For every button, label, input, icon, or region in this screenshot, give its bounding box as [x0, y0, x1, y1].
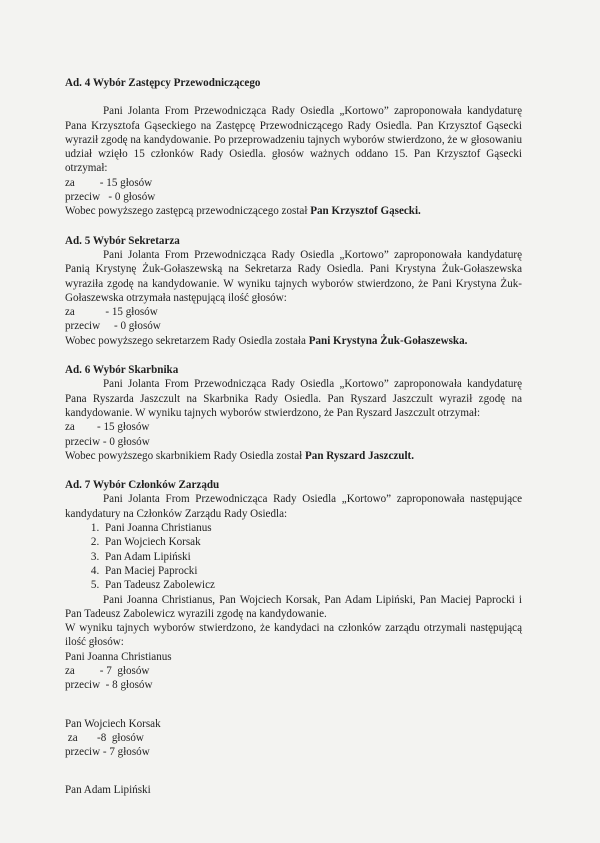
- vote-przeciw: przeciw - 0 głosów: [65, 320, 161, 333]
- section-heading: Ad. 7 Wybór Członków Zarządu: [65, 479, 220, 492]
- section-ad-6: [65, 363, 522, 463]
- candidate-name: Pan Adam Lipiński: [65, 784, 151, 797]
- section-paragraph: Pani Jolanta From Przewodnicząca Rady Osiedla „Kortowo” zaproponowała następujące kandydatury na Członków Zarządu Rady Osiedla:: [65, 493, 522, 520]
- vote-przeciw: przeciw - 8 głosów: [65, 679, 153, 692]
- section-paragraph: Pani Jolanta From Przewodnicząca Rady Osiedla „Kortowo” zaproponowała kandydaturę Panią Krystynę Żuk-Gołaszewską na Sekretarza Rady Osiedla. Pani Krystyna Żuk-Gołaszewska wyraziła zgodę na kandydowanie. W wyniku tajnych wyborów stwierdzono, że Pani Krystyna Żuk-Gołaszewska otrzymała następującą ilość głosów:: [65, 248, 522, 304]
- vote-za: za - 15 głosów: [65, 306, 158, 319]
- vote-przeciw: przeciw - 0 głosów: [65, 191, 156, 204]
- list-item: 2. Pan Wojciech Korsak: [102, 535, 522, 549]
- candidate-list: [65, 521, 522, 592]
- elected-name: Pani Krystyna Żuk-Gołaszewska.: [308, 334, 468, 347]
- section-heading: Ad. 5 Wybór Sekretarza: [65, 234, 180, 247]
- result-prefix: Wobec powyższego zastępcą przewodniczącego został: [65, 205, 311, 218]
- list-item: 4. Pan Maciej Paprocki: [102, 564, 522, 578]
- results-intro: W wyniku tajnych wyborów stwierdzono, że kandydaci na członków zarządu otrzymali następującą ilość głosów:: [65, 622, 522, 649]
- list-item: 5. Pan Tadeusz Zabolewicz: [102, 578, 522, 592]
- result-prefix: Wobec powyższego skarbnikiem Rady Osiedla został: [65, 449, 306, 462]
- section-ad-4: [65, 76, 522, 219]
- vote-przeciw: przeciw - 7 głosów: [65, 746, 150, 759]
- candidate-name: Pan Wojciech Korsak: [65, 717, 161, 730]
- elected-name: Pan Ryszard Jaszczult.: [305, 449, 415, 462]
- section-ad-5: [65, 234, 522, 348]
- list-item: 3. Pan Adam Lipiński: [102, 550, 522, 564]
- elected-name: Pan Krzysztof Gąsecki.: [310, 205, 421, 218]
- section-heading: Ad. 4 Wybór Zastępcy Przewodniczącego: [65, 77, 261, 89]
- result-line: [65, 204, 522, 218]
- vote-przeciw: przeciw - 0 głosów: [65, 435, 150, 448]
- consent-paragraph: Pani Joanna Christianus, Pan Wojciech Korsak, Pan Adam Lipiński, Pan Maciej Paprocki i Pan Tadeusz Zabolewicz wyrazili zgodę na kandydowanie.: [65, 593, 522, 620]
- vote-za: za - 7 głosów: [65, 664, 150, 677]
- list-item: 1. Pani Joanna Christianus: [102, 521, 522, 535]
- vote-za: za - 15 głosów: [65, 176, 153, 189]
- section-ad-7: [65, 478, 522, 798]
- result-prefix: Wobec powyższego sekretarzem Rady Osiedla została: [65, 334, 309, 347]
- vote-za: za - 15 głosów: [65, 421, 150, 434]
- vote-za: za -8 głosów: [65, 731, 144, 744]
- candidate-name: Pani Joanna Christianus: [65, 650, 172, 663]
- section-paragraph: Pani Jolanta From Przewodnicząca Rady Osiedla „Kortowo” zaproponowała kandydaturę Pana Krzysztofa Gąseckiego na Zastępcę Przewodniczącego Rady Osiedla. Pan Krzysztof Gąsecki wyraził zgodę na kandydowanie. Po przeprowadzeniu tajnych wyborów stwierdzono, że w głosowaniu udział wzięło 15 członków Rady Osiedla. głosów ważnych oddano 15. Pan Krzysztof Gąsecki otrzymał:: [65, 105, 522, 175]
- result-line: [65, 449, 522, 463]
- section-heading: Ad. 6 Wybór Skarbnika: [65, 364, 179, 377]
- result-line: [65, 334, 522, 348]
- section-paragraph: Pani Jolanta From Przewodnicząca Rady Osiedla „Kortowo” zaproponowała kandydaturę Pana Ryszarda Jaszczult na Skarbnika Rady Osiedla. Pan Ryszard Jaszczult wyraził zgodę na kandydowanie. W wyniku tajnych wyborów stwierdzono, że Pan Ryszard Jaszczult otrzymał:: [65, 378, 522, 419]
